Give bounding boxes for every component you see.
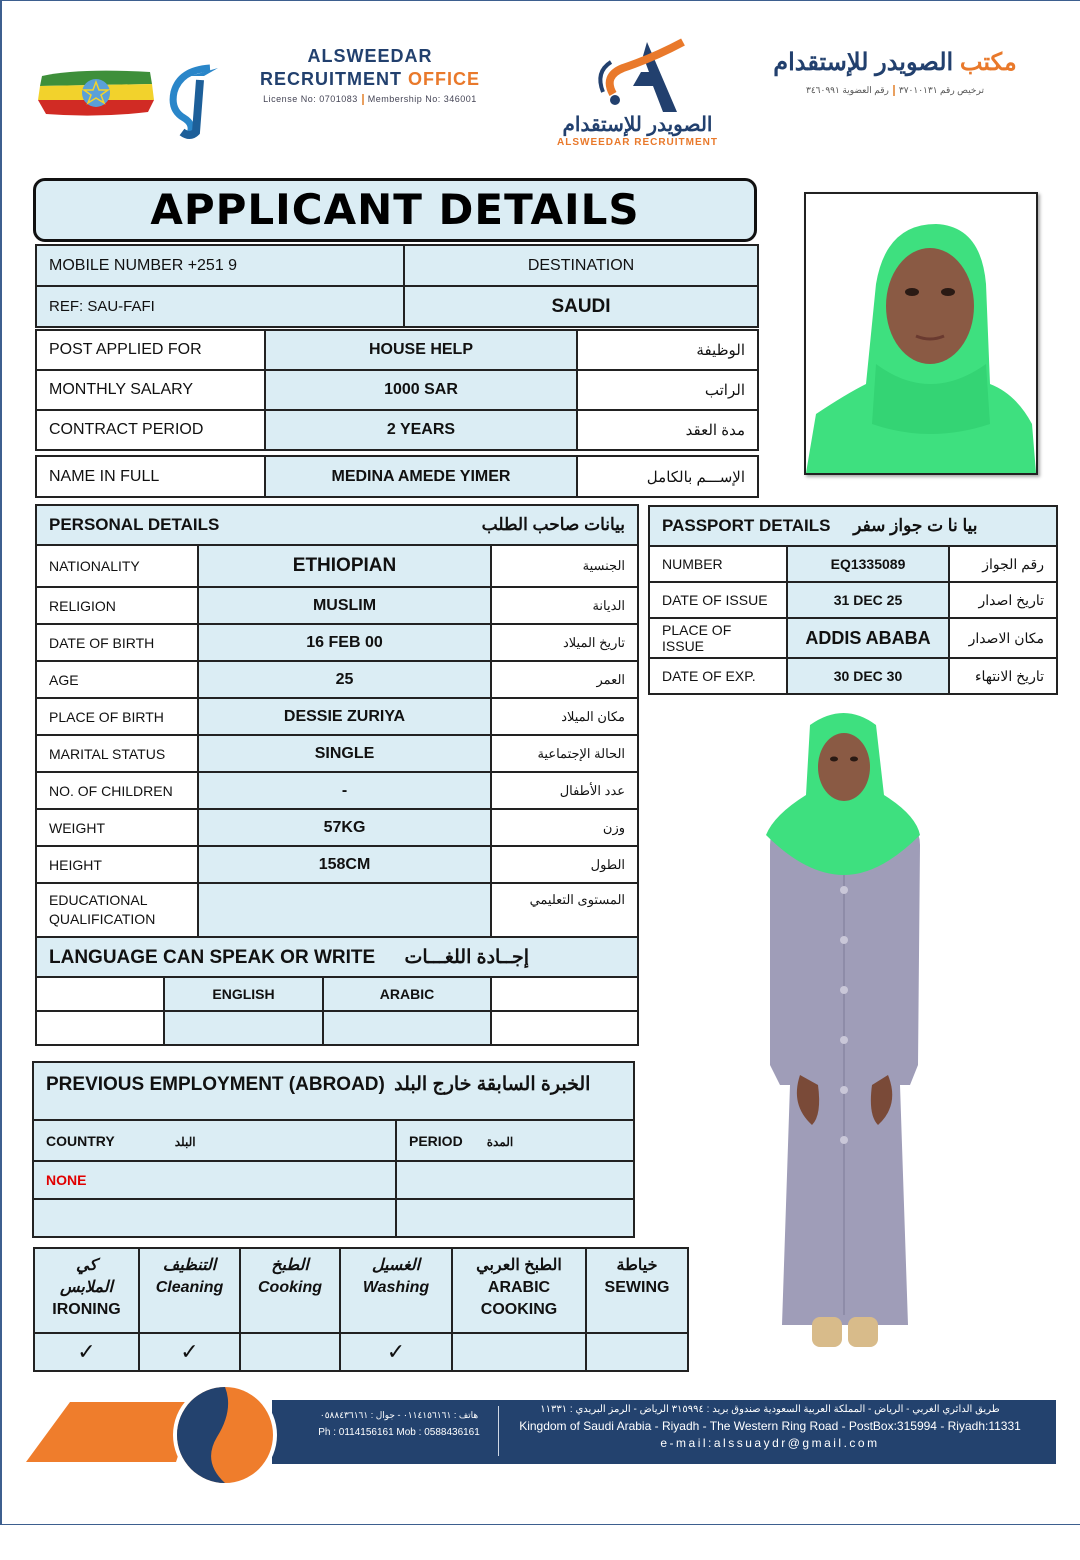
salary-label-arabic: الراتب bbox=[577, 370, 758, 410]
table-row bbox=[649, 546, 1057, 582]
previous-country-value: NONE bbox=[33, 1161, 396, 1199]
passport-photo bbox=[804, 192, 1038, 475]
table-row bbox=[649, 658, 1057, 694]
dob-label: DATE OF BIRTH bbox=[36, 624, 198, 661]
footer-address-english: Kingdom of Saudi Arabia - Riyadh - The Western Ring Road - PostBox:315994 - Riyadh:11331 bbox=[519, 1419, 1021, 1433]
languages-header bbox=[36, 937, 638, 977]
nationality-label-arabic: الجنسية bbox=[491, 545, 638, 587]
birthplace-value: DESSIE ZURIYA bbox=[198, 698, 491, 735]
job-details-table bbox=[35, 329, 759, 451]
issue-date-label: DATE OF ISSUE bbox=[649, 582, 787, 618]
table-row bbox=[36, 370, 758, 410]
children-label: NO. OF CHILDREN bbox=[36, 772, 198, 809]
reference-label: REF: SAU-FAFI bbox=[36, 286, 404, 327]
salary-value: 1000 SAR bbox=[265, 370, 577, 410]
issue-place-value: ADDIS ABABA bbox=[787, 618, 949, 658]
full-name-label: NAME IN FULL bbox=[36, 456, 265, 497]
languages-title: LANGUAGE CAN SPEAK OR WRITE bbox=[49, 946, 376, 968]
skill-washing-arabic: الغسيل bbox=[371, 1257, 421, 1274]
language-arabic-header: ARABIC bbox=[323, 977, 491, 1011]
personal-details-title-arabic: بيانات صاحب الطلب bbox=[481, 515, 626, 534]
languages-title-cell bbox=[36, 937, 638, 977]
height-label: HEIGHT bbox=[36, 846, 198, 883]
period-label-arabic: المدة bbox=[486, 1134, 514, 1149]
full-name-label-arabic: الإســـم بالكامل bbox=[577, 456, 758, 497]
marital-status-label: MARITAL STATUS bbox=[36, 735, 198, 772]
education-label-arabic: المستوى التعليمي bbox=[491, 883, 638, 937]
skills-check-row bbox=[34, 1333, 688, 1371]
separator bbox=[893, 85, 895, 96]
full-body-photo bbox=[760, 705, 930, 1365]
personal-details-title-cell bbox=[36, 505, 638, 545]
table-row bbox=[36, 883, 638, 937]
english-level-value bbox=[164, 1011, 323, 1045]
skills-table bbox=[33, 1247, 689, 1372]
washing-check-icon: ✓ bbox=[340, 1333, 452, 1371]
passport-number-label: NUMBER bbox=[649, 546, 787, 582]
mobile-number-label: MOBILE NUMBER +251 9 bbox=[36, 245, 404, 286]
skill-cooking-arabic: الطبخ bbox=[271, 1257, 309, 1274]
table-row bbox=[36, 772, 638, 809]
birthplace-label-arabic: مكان الميلاد bbox=[491, 698, 638, 735]
expiry-date-label-arabic: تاريخ الانتهاء bbox=[949, 658, 1057, 694]
cleaning-check-icon: ✓ bbox=[139, 1333, 240, 1371]
birthplace-label: PLACE OF BIRTH bbox=[36, 698, 198, 735]
table-row bbox=[36, 330, 758, 370]
country-label-arabic: البلد bbox=[174, 1134, 196, 1149]
education-label: EDUCATIONAL QUALIFICATION bbox=[36, 883, 198, 937]
arabic-license-line bbox=[760, 85, 1030, 96]
issue-place-label: PLACE OF ISSUE bbox=[649, 618, 787, 658]
passport-number-label-arabic: رقم الجواز bbox=[949, 546, 1057, 582]
table-row bbox=[36, 846, 638, 883]
a-logo-icon bbox=[583, 38, 693, 114]
contract-value: 2 YEARS bbox=[265, 410, 577, 450]
footer-phone-english: Ph : 0114156161 Mob : 0588436161 bbox=[318, 1427, 480, 1438]
brand-recruitment-text: RECRUITMENT bbox=[259, 69, 402, 89]
contract-label-arabic: مدة العقد bbox=[577, 410, 758, 450]
age-value: 25 bbox=[198, 661, 491, 698]
table-row bbox=[36, 661, 638, 698]
page-title: APPLICANT DETAILS bbox=[33, 178, 757, 242]
brand-name-arabic bbox=[760, 48, 1030, 96]
previous-period-value bbox=[396, 1161, 634, 1199]
footer-circle-logo bbox=[172, 1382, 278, 1488]
job-value: HOUSE HELP bbox=[265, 330, 577, 370]
age-label: AGE bbox=[36, 661, 198, 698]
skill-arabic-cooking-arabic: الطبخ العربي bbox=[476, 1257, 562, 1274]
brand-line-2 bbox=[250, 69, 490, 90]
brand-arabic-title bbox=[760, 48, 1030, 77]
skill-cleaning-arabic: التنظيف bbox=[162, 1257, 217, 1274]
previous-employment-title-arabic: الخبرة السابقة خارج البلد bbox=[394, 1074, 591, 1095]
skill-cooking bbox=[240, 1248, 340, 1333]
brand-office-text: OFFICE bbox=[408, 69, 480, 89]
weight-value: 57KG bbox=[198, 809, 491, 846]
skill-sewing bbox=[586, 1248, 688, 1333]
table-row bbox=[36, 587, 638, 624]
personal-details-title: PERSONAL DETAILS bbox=[49, 515, 220, 534]
skill-washing bbox=[340, 1248, 452, 1333]
table-row bbox=[36, 809, 638, 846]
previous-employment-title-cell bbox=[33, 1062, 634, 1120]
skill-arabic-cooking-english: ARABIC COOKING bbox=[480, 1279, 558, 1318]
brand-line-1: ALSWEEDAR bbox=[307, 46, 433, 66]
salary-label: MONTHLY SALARY bbox=[36, 370, 265, 410]
religion-label-arabic: الديانة bbox=[491, 587, 638, 624]
table-row bbox=[36, 456, 758, 497]
table-row bbox=[649, 618, 1057, 658]
personal-details-header bbox=[36, 505, 638, 545]
language-value-cell bbox=[36, 1011, 164, 1045]
table-row bbox=[36, 245, 758, 286]
table-row bbox=[649, 582, 1057, 618]
skill-arabic-cooking bbox=[452, 1248, 586, 1333]
footer-email[interactable]: e-mail:alssuaydr@gmail.com bbox=[660, 1436, 880, 1450]
full-name-value: MEDINA AMEDE YIMER bbox=[265, 456, 577, 497]
religion-label: RELIGION bbox=[36, 587, 198, 624]
passport-number-value: EQ1335089 bbox=[787, 546, 949, 582]
table-row bbox=[33, 1161, 634, 1199]
expiry-date-label: DATE OF EXP. bbox=[649, 658, 787, 694]
ethiopia-flag-logo bbox=[38, 66, 154, 118]
skill-cooking-english: Cooking bbox=[258, 1279, 322, 1296]
table-row bbox=[36, 410, 758, 450]
table-row bbox=[33, 1199, 634, 1237]
passport-details-title: PASSPORT DETAILS bbox=[662, 516, 831, 535]
footer-phone-block bbox=[304, 1410, 494, 1438]
height-label-arabic: الطول bbox=[491, 846, 638, 883]
issue-date-label-arabic: تاريخ اصدار bbox=[949, 582, 1057, 618]
footer-phone-arabic: هاتف : ٠١١٤١٥٦١٦١ - جوال : ٠٥٨٨٤٣٦١٦١ bbox=[319, 1410, 479, 1420]
job-label: POST APPLIED FOR bbox=[36, 330, 265, 370]
marital-status-label-arabic: الحالة الإجتماعية bbox=[491, 735, 638, 772]
sewing-check-icon bbox=[586, 1333, 688, 1371]
footer-divider bbox=[498, 1406, 499, 1456]
destination-label: DESTINATION bbox=[404, 245, 758, 286]
country-header bbox=[33, 1120, 396, 1161]
children-value: - bbox=[198, 772, 491, 809]
dob-label-arabic: تاريخ الميلاد bbox=[491, 624, 638, 661]
country-label: COUNTRY bbox=[46, 1132, 115, 1149]
arabic-cooking-check-icon bbox=[452, 1333, 586, 1371]
personal-details-table bbox=[35, 504, 639, 938]
center-logo-arabic: الصويدر للإستقدام bbox=[562, 114, 713, 136]
table-row bbox=[36, 977, 638, 1011]
children-label-arabic: عدد الأطفال bbox=[491, 772, 638, 809]
license-line bbox=[250, 94, 490, 105]
skill-cleaning bbox=[139, 1248, 240, 1333]
language-value-cell bbox=[491, 1011, 638, 1045]
table-row bbox=[33, 1120, 634, 1161]
arabic-membership: رقم العضوية ٣٤٦٠٩٩١ bbox=[806, 85, 889, 95]
previous-period-value bbox=[396, 1199, 634, 1237]
passport-title-cell bbox=[649, 506, 1057, 546]
skill-sewing-english: SEWING bbox=[604, 1279, 670, 1296]
height-value: 158CM bbox=[198, 846, 491, 883]
nationality-label: NATIONALITY bbox=[36, 545, 198, 587]
table-row bbox=[36, 624, 638, 661]
brand-name-english bbox=[250, 46, 490, 105]
age-label-arabic: العمر bbox=[491, 661, 638, 698]
passport-details-header bbox=[649, 506, 1057, 546]
skill-sewing-arabic: خياطة bbox=[616, 1257, 658, 1274]
table-row bbox=[36, 698, 638, 735]
passport-details-title-arabic: بيا نا ت جواز سفر bbox=[853, 516, 978, 535]
skill-washing-english: Washing bbox=[362, 1279, 430, 1296]
full-name-table bbox=[35, 455, 759, 498]
skills-header-row bbox=[34, 1248, 688, 1333]
arabic-license: ترخيص رقم ٣٧٠١٠١٣١ bbox=[898, 85, 984, 95]
footer-address-block bbox=[505, 1404, 1035, 1450]
education-value bbox=[198, 883, 491, 937]
languages-title-arabic: إجــادة اللغـــات bbox=[404, 946, 530, 968]
contract-label: CONTRACT PERIOD bbox=[36, 410, 265, 450]
previous-employment-table bbox=[32, 1061, 635, 1238]
s-company-logo bbox=[160, 62, 224, 140]
religion-value: MUSLIM bbox=[198, 587, 491, 624]
passport-details-table bbox=[648, 505, 1058, 695]
previous-employment-header bbox=[33, 1062, 634, 1120]
weight-label: WEIGHT bbox=[36, 809, 198, 846]
footer-address-arabic: طريق الدائري الغربي - الرياض - المملكة العربية السعودية صندوق بريد : ٣١٥٩٩٤ الرياض - الرمز البريدي : ١١٣٣١ bbox=[540, 1404, 1000, 1415]
center-logo-english: ALSWEEDAR RECRUITMENT bbox=[557, 137, 718, 148]
previous-country-value bbox=[33, 1199, 396, 1237]
table-row bbox=[36, 545, 638, 587]
language-english-header: ENGLISH bbox=[164, 977, 323, 1011]
separator bbox=[362, 94, 364, 105]
language-blank-cell bbox=[491, 977, 638, 1011]
dob-value: 16 FEB 00 bbox=[198, 624, 491, 661]
table-row bbox=[36, 286, 758, 327]
cooking-check-icon bbox=[240, 1333, 340, 1371]
membership-number: Membership No: 346001 bbox=[367, 94, 477, 104]
footer-orange-shape bbox=[26, 1402, 196, 1462]
period-label: PERIOD bbox=[409, 1132, 463, 1149]
expiry-date-value: 30 DEC 30 bbox=[787, 658, 949, 694]
marital-status-value: SINGLE bbox=[198, 735, 491, 772]
previous-employment-title: PREVIOUS EMPLOYMENT (ABROAD) bbox=[46, 1074, 385, 1095]
nationality-value: ETHIOPIAN bbox=[198, 545, 491, 587]
skill-ironing-arabic: كي الملابس bbox=[60, 1257, 113, 1296]
destination-value: SAUDI bbox=[404, 286, 758, 327]
weight-label-arabic: وزن bbox=[491, 809, 638, 846]
arabic-level-value bbox=[323, 1011, 491, 1045]
language-blank-cell bbox=[36, 977, 164, 1011]
brand-arabic-office: مكتب bbox=[959, 49, 1017, 76]
skill-ironing bbox=[34, 1248, 139, 1333]
center-a-logo bbox=[545, 38, 730, 158]
languages-table bbox=[35, 936, 639, 1046]
table-row bbox=[36, 1011, 638, 1045]
skill-ironing-english: IRONING bbox=[52, 1301, 121, 1318]
table-row bbox=[36, 735, 638, 772]
job-label-arabic: الوظيفة bbox=[577, 330, 758, 370]
contact-destination-table bbox=[35, 244, 759, 328]
brand-arabic-name: الصويدر للإستقدام bbox=[773, 49, 954, 76]
ironing-check-icon: ✓ bbox=[34, 1333, 139, 1371]
issue-place-label-arabic: مكان الاصدار bbox=[949, 618, 1057, 658]
skill-cleaning-english: Cleaning bbox=[155, 1279, 224, 1296]
period-header bbox=[396, 1120, 634, 1161]
issue-date-value: 31 DEC 25 bbox=[787, 582, 949, 618]
license-number: License No: 0701083 bbox=[263, 94, 358, 104]
